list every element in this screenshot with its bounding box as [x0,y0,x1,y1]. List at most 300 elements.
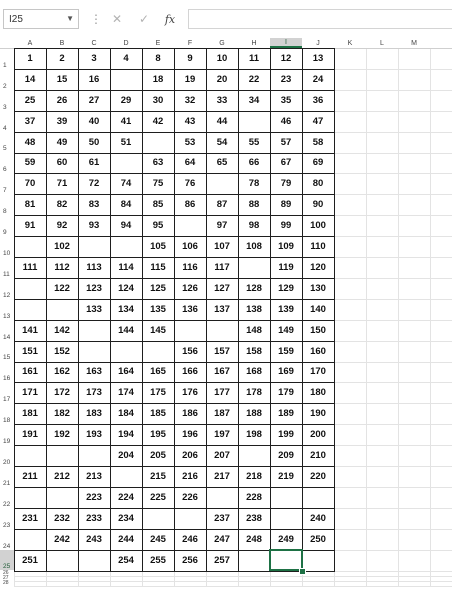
cell-e11[interactable]: 115 [150,261,166,273]
cell-g14[interactable] [206,320,238,341]
cell-i4[interactable]: 46 [280,115,292,127]
cell-b3[interactable]: 26 [56,94,68,106]
cell-a10[interactable] [14,236,46,257]
cell-f21[interactable]: 216 [182,470,198,482]
cell-g25[interactable]: 257 [214,554,230,566]
enter-check-icon[interactable]: ✓ [138,12,150,26]
cell-a22[interactable] [14,487,46,508]
column-header-a[interactable]: A [27,39,33,47]
row-header-11[interactable]: 11 [3,270,10,278]
cell-c4[interactable]: 40 [88,115,100,127]
column-header-l[interactable]: L [380,39,384,47]
row-header-23[interactable]: 23 [3,521,11,529]
cell-h11[interactable] [238,257,270,278]
name-box[interactable] [3,9,79,29]
cell-f10[interactable]: 106 [182,241,198,253]
cell-b17[interactable]: 172 [54,387,70,399]
cell-e12[interactable]: 125 [150,282,166,294]
cell-h21[interactable]: 218 [246,470,262,482]
cancel-x-icon[interactable]: ✕ [111,12,123,26]
cell-d17[interactable]: 174 [118,387,134,399]
cell-g2[interactable]: 20 [216,73,228,85]
cell-j18[interactable]: 190 [310,408,326,420]
cell-e17[interactable]: 175 [150,387,166,399]
row-header-15[interactable]: 15 [3,354,11,362]
cell-a3[interactable]: 25 [24,94,36,106]
cell-a9[interactable]: 91 [24,220,36,232]
cell-h17[interactable]: 178 [246,387,262,399]
row-header-24[interactable]: 24 [3,542,11,550]
cell-c19[interactable]: 193 [86,429,102,441]
column-header-m[interactable]: M [411,39,417,47]
cell-f19[interactable]: 196 [182,429,198,441]
cell-f6[interactable]: 64 [184,157,196,169]
cell-g4[interactable]: 44 [216,115,228,127]
cell-j15[interactable]: 160 [310,345,326,357]
cell-c6[interactable]: 61 [88,157,100,169]
cell-b21[interactable]: 212 [54,470,70,482]
cell-a1[interactable]: 1 [27,52,33,64]
cell-b9[interactable]: 92 [56,220,68,232]
cell-e8[interactable]: 85 [152,199,164,211]
cell-g22[interactable] [206,487,238,508]
cell-j21[interactable]: 220 [310,470,326,482]
column-header-j[interactable]: J [316,39,320,47]
cell-e4[interactable]: 42 [152,115,164,127]
cell-h2[interactable]: 22 [248,73,260,85]
cell-c3[interactable]: 27 [88,94,100,106]
cell-j3[interactable]: 36 [312,94,324,106]
row-header-17[interactable]: 17 [3,396,11,404]
column-header-g[interactable]: G [219,39,225,47]
row-header-22[interactable]: 22 [3,500,11,508]
cell-d10[interactable] [110,236,142,257]
cell-b6[interactable]: 60 [56,157,68,169]
fill-handle[interactable] [299,568,306,575]
cell-g17[interactable]: 177 [214,387,230,399]
cell-j10[interactable]: 110 [310,241,326,253]
cell-e19[interactable]: 195 [150,429,166,441]
cell-b2[interactable]: 15 [56,73,68,85]
cell-d16[interactable]: 164 [118,366,134,378]
cell-b12[interactable]: 122 [54,282,70,294]
cell-a14[interactable]: 141 [22,324,38,336]
cell-h14[interactable]: 148 [246,324,262,336]
row-header-25[interactable]: 25 [0,550,14,571]
column-header-h[interactable]: H [251,39,257,47]
cell-e21[interactable]: 215 [150,470,166,482]
row-header-19[interactable]: 19 [3,438,11,446]
cell-f22[interactable]: 226 [182,491,198,503]
cell-i22[interactable] [270,487,302,508]
cell-d12[interactable]: 124 [118,282,134,294]
row-header-18[interactable]: 18 [3,417,11,425]
row-header-14[interactable]: 14 [3,333,11,341]
cell-h10[interactable]: 108 [246,241,262,253]
cell-j25[interactable] [302,550,334,571]
cell-e13[interactable]: 135 [150,303,166,315]
cell-h5[interactable]: 55 [248,136,260,148]
cell-j23[interactable]: 240 [310,512,326,524]
cell-g1[interactable]: 10 [216,52,228,64]
cell-h22[interactable]: 228 [246,491,262,503]
column-header-d[interactable]: D [123,39,129,47]
cell-j5[interactable]: 58 [312,136,324,148]
cell-a18[interactable]: 181 [22,408,38,420]
cell-e16[interactable]: 165 [150,366,166,378]
cell-f12[interactable]: 126 [182,282,198,294]
cell-c24[interactable]: 243 [86,533,102,545]
cell-j19[interactable]: 200 [310,429,326,441]
cell-f7[interactable]: 76 [184,178,196,190]
row-header-1[interactable]: 1 [3,61,7,69]
cell-h9[interactable]: 98 [248,220,260,232]
cell-g15[interactable]: 157 [214,345,230,357]
cell-h8[interactable]: 88 [248,199,260,211]
cell-e15[interactable] [142,341,174,362]
insert-function-icon[interactable] [161,10,179,28]
cell-b19[interactable]: 192 [54,429,70,441]
cell-e25[interactable]: 255 [150,554,166,566]
cell-j22[interactable] [302,487,334,508]
cell-h12[interactable]: 128 [246,282,262,294]
cell-b24[interactable]: 242 [54,533,70,545]
cell-g9[interactable]: 97 [216,220,228,232]
cell-h15[interactable]: 158 [246,345,262,357]
cell-f8[interactable]: 86 [184,199,196,211]
cell-a24[interactable] [14,529,46,550]
cell-b10[interactable]: 102 [54,241,70,253]
cell-e20[interactable]: 205 [150,450,166,462]
cell-g24[interactable]: 247 [214,533,230,545]
cell-j2[interactable]: 24 [312,73,324,85]
cell-b7[interactable]: 71 [56,178,68,190]
cell-j9[interactable]: 100 [310,220,326,232]
cell-h13[interactable]: 138 [246,303,262,315]
cell-a25[interactable]: 251 [22,554,38,566]
cell-d11[interactable]: 114 [118,261,134,273]
row-header-20[interactable]: 20 [3,458,11,466]
cell-g6[interactable]: 65 [216,157,228,169]
cell-d15[interactable] [110,341,142,362]
row-header-8[interactable]: 8 [3,208,7,216]
cell-e24[interactable]: 245 [150,533,166,545]
cell-i3[interactable]: 35 [280,94,292,106]
cell-h19[interactable]: 198 [246,429,262,441]
cell-a7[interactable]: 70 [24,178,36,190]
cell-a13[interactable] [14,299,46,320]
cell-i13[interactable]: 139 [278,303,294,315]
cell-c11[interactable]: 113 [86,261,102,273]
cell-a16[interactable]: 161 [22,366,38,378]
row-header-12[interactable]: 12 [3,291,11,299]
cell-j7[interactable]: 80 [312,178,324,190]
cell-j14[interactable]: 150 [310,324,326,336]
cell-g11[interactable]: 117 [214,261,230,273]
cell-j16[interactable]: 170 [310,366,326,378]
cell-i21[interactable]: 219 [278,470,294,482]
cell-i10[interactable]: 109 [278,241,294,253]
cell-i12[interactable]: 129 [278,282,294,294]
cell-g23[interactable]: 237 [214,512,230,524]
cell-c16[interactable]: 163 [86,366,102,378]
cell-d3[interactable]: 29 [120,94,132,106]
cell-c7[interactable]: 72 [88,178,100,190]
cell-b25[interactable] [46,550,78,571]
cell-d1[interactable]: 4 [123,52,129,64]
cell-j12[interactable]: 130 [310,282,326,294]
cell-b1[interactable]: 2 [59,52,65,64]
cell-e10[interactable]: 105 [150,241,166,253]
cell-b13[interactable] [46,299,78,320]
cell-a21[interactable]: 211 [22,470,38,482]
cell-f5[interactable]: 53 [184,136,196,148]
cell-a8[interactable]: 81 [24,199,36,211]
cell-e3[interactable]: 30 [152,94,164,106]
cell-f1[interactable]: 9 [187,52,193,64]
cell-b18[interactable]: 182 [54,408,70,420]
cell-e23[interactable] [142,508,174,529]
cell-c1[interactable]: 3 [91,52,97,64]
spreadsheet-grid[interactable] [0,38,452,600]
cell-d14[interactable]: 144 [118,324,134,336]
cell-c22[interactable]: 223 [86,491,102,503]
cell-h1[interactable]: 11 [248,52,260,64]
cell-e5[interactable] [142,132,174,153]
cell-f14[interactable] [174,320,206,341]
cell-c5[interactable]: 50 [88,136,100,148]
cell-i19[interactable]: 199 [278,429,294,441]
cell-c12[interactable]: 123 [86,282,102,294]
cell-e2[interactable]: 18 [152,73,164,85]
more-dots-icon[interactable]: ⋮ [90,12,102,26]
cell-a4[interactable]: 37 [24,115,36,127]
cell-i6[interactable]: 67 [280,157,292,169]
cell-d24[interactable]: 244 [118,533,134,545]
cell-b8[interactable]: 82 [56,199,68,211]
cell-a2[interactable]: 14 [24,73,36,85]
cell-g10[interactable]: 107 [214,241,230,253]
cell-e14[interactable]: 145 [150,324,166,336]
cell-a12[interactable] [14,278,46,299]
cell-i9[interactable]: 99 [280,220,292,232]
column-header-c[interactable]: C [91,39,97,47]
cell-e7[interactable]: 75 [152,178,164,190]
cell-c2[interactable]: 16 [88,73,100,85]
cell-b14[interactable]: 142 [54,324,70,336]
cell-h3[interactable]: 34 [248,94,260,106]
cell-b4[interactable]: 39 [56,115,68,127]
cell-d25[interactable]: 254 [118,554,134,566]
cell-e1[interactable]: 8 [155,52,161,64]
cell-d21[interactable] [110,466,142,487]
cell-i24[interactable]: 249 [278,533,294,545]
cell-b20[interactable] [46,445,78,466]
cell-b5[interactable]: 49 [56,136,68,148]
cell-f4[interactable]: 43 [184,115,196,127]
cell-i5[interactable]: 57 [280,136,292,148]
row-header-16[interactable]: 16 [3,375,11,383]
cell-h24[interactable]: 248 [246,533,262,545]
cell-i11[interactable]: 119 [278,261,294,273]
cell-h25[interactable] [238,550,270,571]
row-header-5[interactable]: 5 [3,145,7,153]
cell-i20[interactable]: 209 [278,450,294,462]
cell-d18[interactable]: 184 [118,408,134,420]
cell-i7[interactable]: 79 [280,178,292,190]
cell-a23[interactable]: 231 [22,512,38,524]
cell-d8[interactable]: 84 [120,199,132,211]
cell-c10[interactable] [78,236,110,257]
cell-d9[interactable]: 94 [120,220,132,232]
cell-e6[interactable]: 63 [152,157,164,169]
row-header-9[interactable]: 9 [3,229,7,237]
cell-i17[interactable]: 179 [278,387,294,399]
row-header-26[interactable]: 26 [3,570,9,577]
cell-a11[interactable]: 111 [22,261,38,273]
cell-i1[interactable]: 12 [280,52,292,64]
cell-d6[interactable] [110,153,142,174]
cell-c23[interactable]: 233 [86,512,102,524]
cell-c13[interactable]: 133 [86,303,102,315]
cell-h23[interactable]: 238 [246,512,262,524]
cell-g19[interactable]: 197 [214,429,230,441]
row-header-6[interactable]: 6 [3,166,7,174]
column-header-e[interactable]: E [155,39,161,47]
cell-d2[interactable] [110,69,142,90]
cell-g12[interactable]: 127 [214,282,230,294]
cell-d19[interactable]: 194 [118,429,134,441]
cell-c18[interactable]: 183 [86,408,102,420]
cell-g21[interactable]: 217 [214,470,230,482]
cell-j4[interactable]: 47 [312,115,324,127]
dropdown-arrow-icon[interactable]: ▼ [66,14,74,23]
cell-j13[interactable]: 140 [310,303,326,315]
cell-g16[interactable]: 167 [214,366,230,378]
cell-j24[interactable]: 250 [310,533,326,545]
row-header-13[interactable]: 13 [3,312,11,320]
cell-i15[interactable]: 159 [278,345,294,357]
active-cell-selection[interactable] [269,549,303,572]
cell-g13[interactable]: 137 [214,303,230,315]
cell-c20[interactable] [78,445,110,466]
cell-i8[interactable]: 89 [280,199,292,211]
cell-b22[interactable] [46,487,78,508]
cell-d23[interactable]: 234 [118,512,134,524]
cell-g5[interactable]: 54 [216,136,228,148]
cell-g7[interactable] [206,173,238,194]
column-header-b[interactable]: B [59,39,65,47]
row-header-3[interactable]: 3 [3,103,7,111]
row-header-10[interactable]: 10 [3,249,11,257]
cell-f11[interactable]: 116 [182,261,198,273]
cell-h6[interactable]: 66 [248,157,260,169]
cell-i23[interactable] [270,508,302,529]
cell-c9[interactable]: 93 [88,220,100,232]
row-header-7[interactable]: 7 [3,187,7,195]
cell-a15[interactable]: 151 [22,345,38,357]
cell-b16[interactable]: 162 [54,366,70,378]
cell-b15[interactable]: 152 [54,345,70,357]
cell-h20[interactable] [238,445,270,466]
cell-f16[interactable]: 166 [182,366,198,378]
row-header-4[interactable]: 4 [3,124,7,132]
cell-j11[interactable]: 120 [310,261,326,273]
cell-e18[interactable]: 185 [150,408,166,420]
cell-j8[interactable]: 90 [312,199,324,211]
cell-g20[interactable]: 207 [214,450,230,462]
cell-b11[interactable]: 112 [54,261,70,273]
cell-h18[interactable]: 188 [246,408,262,420]
cell-i18[interactable]: 189 [278,408,294,420]
cell-i2[interactable]: 23 [280,73,292,85]
cell-a20[interactable] [14,445,46,466]
formula-input[interactable] [188,9,452,29]
cell-f9[interactable] [174,215,206,236]
row-header-2[interactable]: 2 [3,82,7,90]
cell-h16[interactable]: 168 [246,366,262,378]
column-header-i[interactable]: I [270,38,302,48]
cell-i16[interactable]: 169 [278,366,294,378]
cell-a17[interactable]: 171 [22,387,38,399]
column-header-f[interactable]: F [187,39,193,47]
cell-c25[interactable] [78,550,110,571]
cell-d20[interactable]: 204 [118,450,134,462]
column-header-k[interactable]: K [347,39,353,47]
cell-g8[interactable]: 87 [216,199,228,211]
cell-h7[interactable]: 78 [248,178,260,190]
cell-e9[interactable]: 95 [152,220,164,232]
cell-c15[interactable] [78,341,110,362]
cell-e22[interactable]: 225 [150,491,166,503]
cell-f2[interactable]: 19 [184,73,196,85]
cell-f23[interactable] [174,508,206,529]
cell-d7[interactable]: 74 [120,178,132,190]
cell-h4[interactable] [238,111,270,132]
cell-j17[interactable]: 180 [310,387,326,399]
cell-c14[interactable] [78,320,110,341]
cell-j20[interactable]: 210 [310,450,326,462]
cell-f25[interactable]: 256 [182,554,198,566]
cell-a6[interactable]: 59 [24,157,36,169]
cell-c17[interactable]: 173 [86,387,102,399]
cell-j6[interactable]: 69 [312,157,324,169]
cell-d5[interactable]: 51 [120,136,132,148]
cell-f13[interactable]: 136 [182,303,198,315]
cell-b23[interactable]: 232 [54,512,70,524]
cell-i14[interactable]: 149 [278,324,294,336]
row-header-27[interactable]: 27 [3,575,9,582]
cell-f3[interactable]: 32 [184,94,196,106]
cell-d13[interactable]: 134 [118,303,134,315]
cell-a19[interactable]: 191 [22,429,38,441]
row-header-28[interactable]: 28 [3,580,9,587]
row-header-21[interactable]: 21 [3,479,11,487]
cell-c8[interactable]: 83 [88,199,100,211]
cell-c21[interactable]: 213 [86,470,102,482]
cell-j1[interactable]: 13 [312,52,324,64]
cell-f18[interactable]: 186 [182,408,198,420]
cell-a5[interactable]: 48 [24,136,36,148]
cell-g18[interactable]: 187 [214,408,230,420]
cell-f20[interactable]: 206 [182,450,198,462]
cell-d4[interactable]: 41 [120,115,132,127]
cell-f24[interactable]: 246 [182,533,198,545]
cell-f15[interactable]: 156 [182,345,198,357]
cell-g3[interactable]: 33 [216,94,228,106]
cell-f17[interactable]: 176 [182,387,198,399]
cell-d22[interactable]: 224 [118,491,134,503]
